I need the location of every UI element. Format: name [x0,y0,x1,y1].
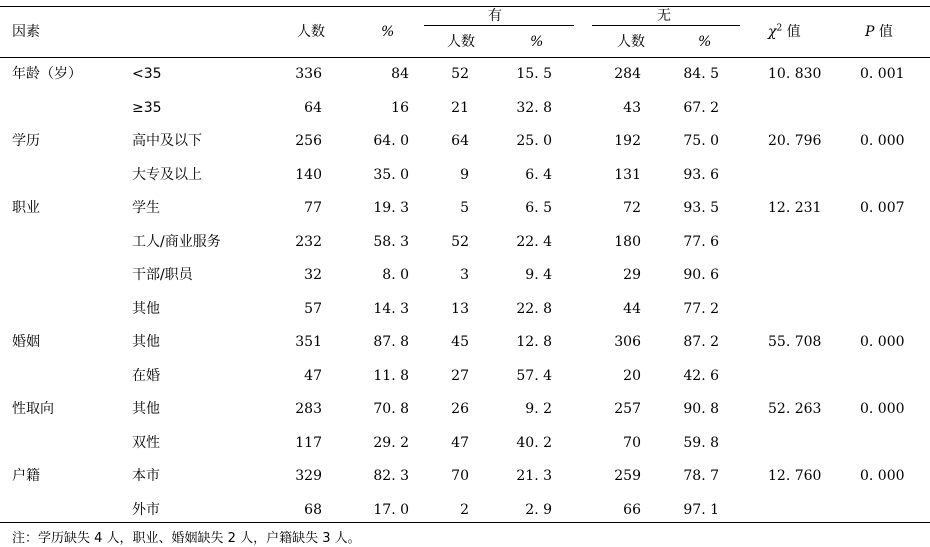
cell-yes-n: 13 [451,300,469,317]
cell-level: 高中及以下 [132,133,202,149]
cell-n: 256 [295,133,322,149]
cell-no-n: 66 [623,501,641,518]
cell-n: 47 [304,367,322,384]
cell-n: 283 [295,401,322,417]
header-factor: 因素 [12,24,40,40]
cell-pct: 58. 3 [373,233,409,250]
cell-factor: 户籍 [12,468,40,484]
cell-pct: 29. 2 [373,434,409,451]
cell-factor: 年龄（岁） [12,66,82,82]
cell-chi2: 12. 760 [768,468,822,484]
cell-level: 在婚 [132,367,160,384]
cell-no-pct: 97. 1 [683,501,719,518]
header-chi-square [768,25,801,39]
cell-no-pct: 75. 0 [683,133,719,149]
cell-yes-pct: 25. 0 [516,133,552,149]
cell-level: 本市 [132,468,160,484]
chi-superscript: 2 [776,23,783,34]
cell-no-pct: 90. 6 [683,267,719,283]
cell-level: 大专及以上 [132,166,202,183]
header-no-count: 人数 [617,34,645,50]
header-percent: % [381,24,395,40]
cell-pct: 64. 0 [373,133,409,149]
table-bottom-rule [0,522,930,523]
cell-no-pct: 77. 2 [683,300,719,317]
cell-pct: 16 [391,99,409,116]
header-bottom-rule [0,57,930,58]
cell-no-pct: 90. 8 [683,401,719,417]
cell-n: 117 [295,434,322,451]
cell-no-pct: 42. 6 [683,367,719,384]
cell-no-pct: 78. 7 [683,468,719,484]
cell-yes-n: 52 [451,66,469,82]
cell-pct: 8. 0 [382,267,409,283]
cell-level: 其他 [132,300,160,317]
cell-yes-n: 52 [451,233,469,250]
cell-yes-n: 9 [460,166,469,183]
cell-no-n: 284 [614,66,641,82]
group-rule-no [592,25,740,26]
cell-no-n: 20 [623,367,641,384]
cell-n: 351 [295,334,322,350]
cell-n: 68 [304,501,322,518]
cell-yes-pct: 2. 9 [525,501,552,518]
cell-level: 双性 [132,434,160,451]
cell-yes-pct: 22. 4 [516,233,552,250]
cell-pct: 17. 0 [373,501,409,518]
chi-suffix: 值 [782,24,801,40]
cell-level: 外市 [132,501,160,518]
cell-n: 32 [304,267,322,283]
cell-p: 0. 000 [860,401,905,417]
cell-no-pct: 93. 6 [683,166,719,183]
p-symbol: P [865,24,875,40]
cell-factor: 职业 [12,200,40,216]
cell-n: 57 [304,300,322,317]
cell-pct: 84 [391,66,409,82]
cell-p: 0. 000 [860,468,905,484]
cell-pct: 14. 3 [373,300,409,317]
cell-factor: 性取向 [12,401,54,417]
cell-pct: 87. 8 [373,334,409,350]
cell-no-pct: 77. 6 [683,233,719,250]
cell-chi2: 52. 263 [768,401,822,417]
cell-n: 232 [295,233,322,250]
cell-yes-n: 5 [460,200,469,216]
cell-no-n: 29 [623,267,641,283]
cell-yes-pct: 15. 5 [516,66,552,82]
cell-factor: 学历 [12,133,40,149]
cell-n: 64 [304,99,322,116]
cell-p: 0. 001 [860,66,905,82]
cell-no-n: 192 [614,133,641,149]
table-note: 注：学历缺失 4 人，职业、婚姻缺失 2 人，户籍缺失 3 人。 [12,531,361,546]
cell-yes-n: 3 [460,267,469,283]
cell-yes-n: 26 [451,401,469,417]
cell-p: 0. 000 [860,334,905,350]
p-suffix: 值 [874,24,893,40]
header-yes-percent: % [530,34,544,50]
cell-level: <35 [132,66,162,82]
cell-yes-n: 2 [460,501,469,518]
cell-pct: 82. 3 [373,468,409,484]
group-rule-yes [424,25,574,26]
cell-no-pct: 59. 8 [683,434,719,451]
cell-yes-n: 70 [451,468,469,484]
cell-yes-pct: 57. 4 [516,367,552,384]
cell-level: 学生 [132,200,160,216]
cell-chi2: 12. 231 [768,200,822,216]
chi-symbol: χ [768,24,777,40]
header-no-percent: % [698,34,712,50]
cell-chi2: 20. 796 [768,133,822,149]
cell-chi2: 55. 708 [768,334,822,350]
cell-no-pct: 87. 2 [683,334,719,350]
cell-p: 0. 000 [860,133,905,149]
header-count: 人数 [297,24,325,40]
cell-yes-n: 47 [451,434,469,451]
cell-yes-pct: 6. 4 [525,166,552,183]
cell-p: 0. 007 [860,200,905,216]
cell-no-n: 259 [614,468,641,484]
cell-no-pct: 93. 5 [683,200,719,216]
cell-factor: 婚姻 [12,334,40,350]
cell-yes-n: 21 [451,99,469,116]
cell-yes-pct: 22. 8 [516,300,552,317]
cell-level: 其他 [132,334,160,350]
cell-yes-pct: 6. 5 [525,200,552,216]
cell-n: 77 [304,200,322,216]
header-p-value [865,25,893,39]
cell-pct: 35. 0 [373,166,409,183]
cell-yes-pct: 12. 8 [516,334,552,350]
cell-level: 干部/职员 [132,267,193,283]
cell-yes-pct: 21. 3 [516,468,552,484]
cell-level: ≥35 [132,99,162,116]
cell-no-pct: 84. 5 [683,66,719,82]
cell-yes-pct: 9. 4 [525,267,552,283]
cell-level: 其他 [132,401,160,417]
cell-no-n: 131 [614,166,641,183]
cell-no-n: 180 [614,233,641,250]
cell-n: 140 [295,166,322,183]
cell-n: 329 [295,468,322,484]
cell-no-n: 44 [623,300,641,317]
cell-pct: 11. 8 [373,367,409,384]
cell-no-n: 72 [623,200,641,216]
header-yes-count: 人数 [447,34,475,50]
header-group-no: 无 [657,8,671,24]
cell-yes-pct: 32. 8 [516,99,552,116]
cell-chi2: 10. 830 [768,66,822,82]
cell-pct: 70. 8 [373,401,409,417]
cell-yes-n: 64 [451,133,469,149]
cell-yes-n: 27 [451,367,469,384]
table-top-rule [0,6,930,7]
cell-no-n: 43 [623,99,641,116]
cell-no-n: 70 [623,434,641,451]
cell-pct: 19. 3 [373,200,409,216]
cell-yes-n: 45 [451,334,469,350]
cell-no-n: 306 [614,334,641,350]
cell-yes-pct: 9. 2 [525,401,552,417]
cell-no-n: 257 [614,401,641,417]
cell-n: 336 [295,66,322,82]
header-group-yes: 有 [488,8,502,24]
cell-no-pct: 67. 2 [683,99,719,116]
cell-level: 工人/商业服务 [132,233,221,250]
cell-yes-pct: 40. 2 [516,434,552,451]
